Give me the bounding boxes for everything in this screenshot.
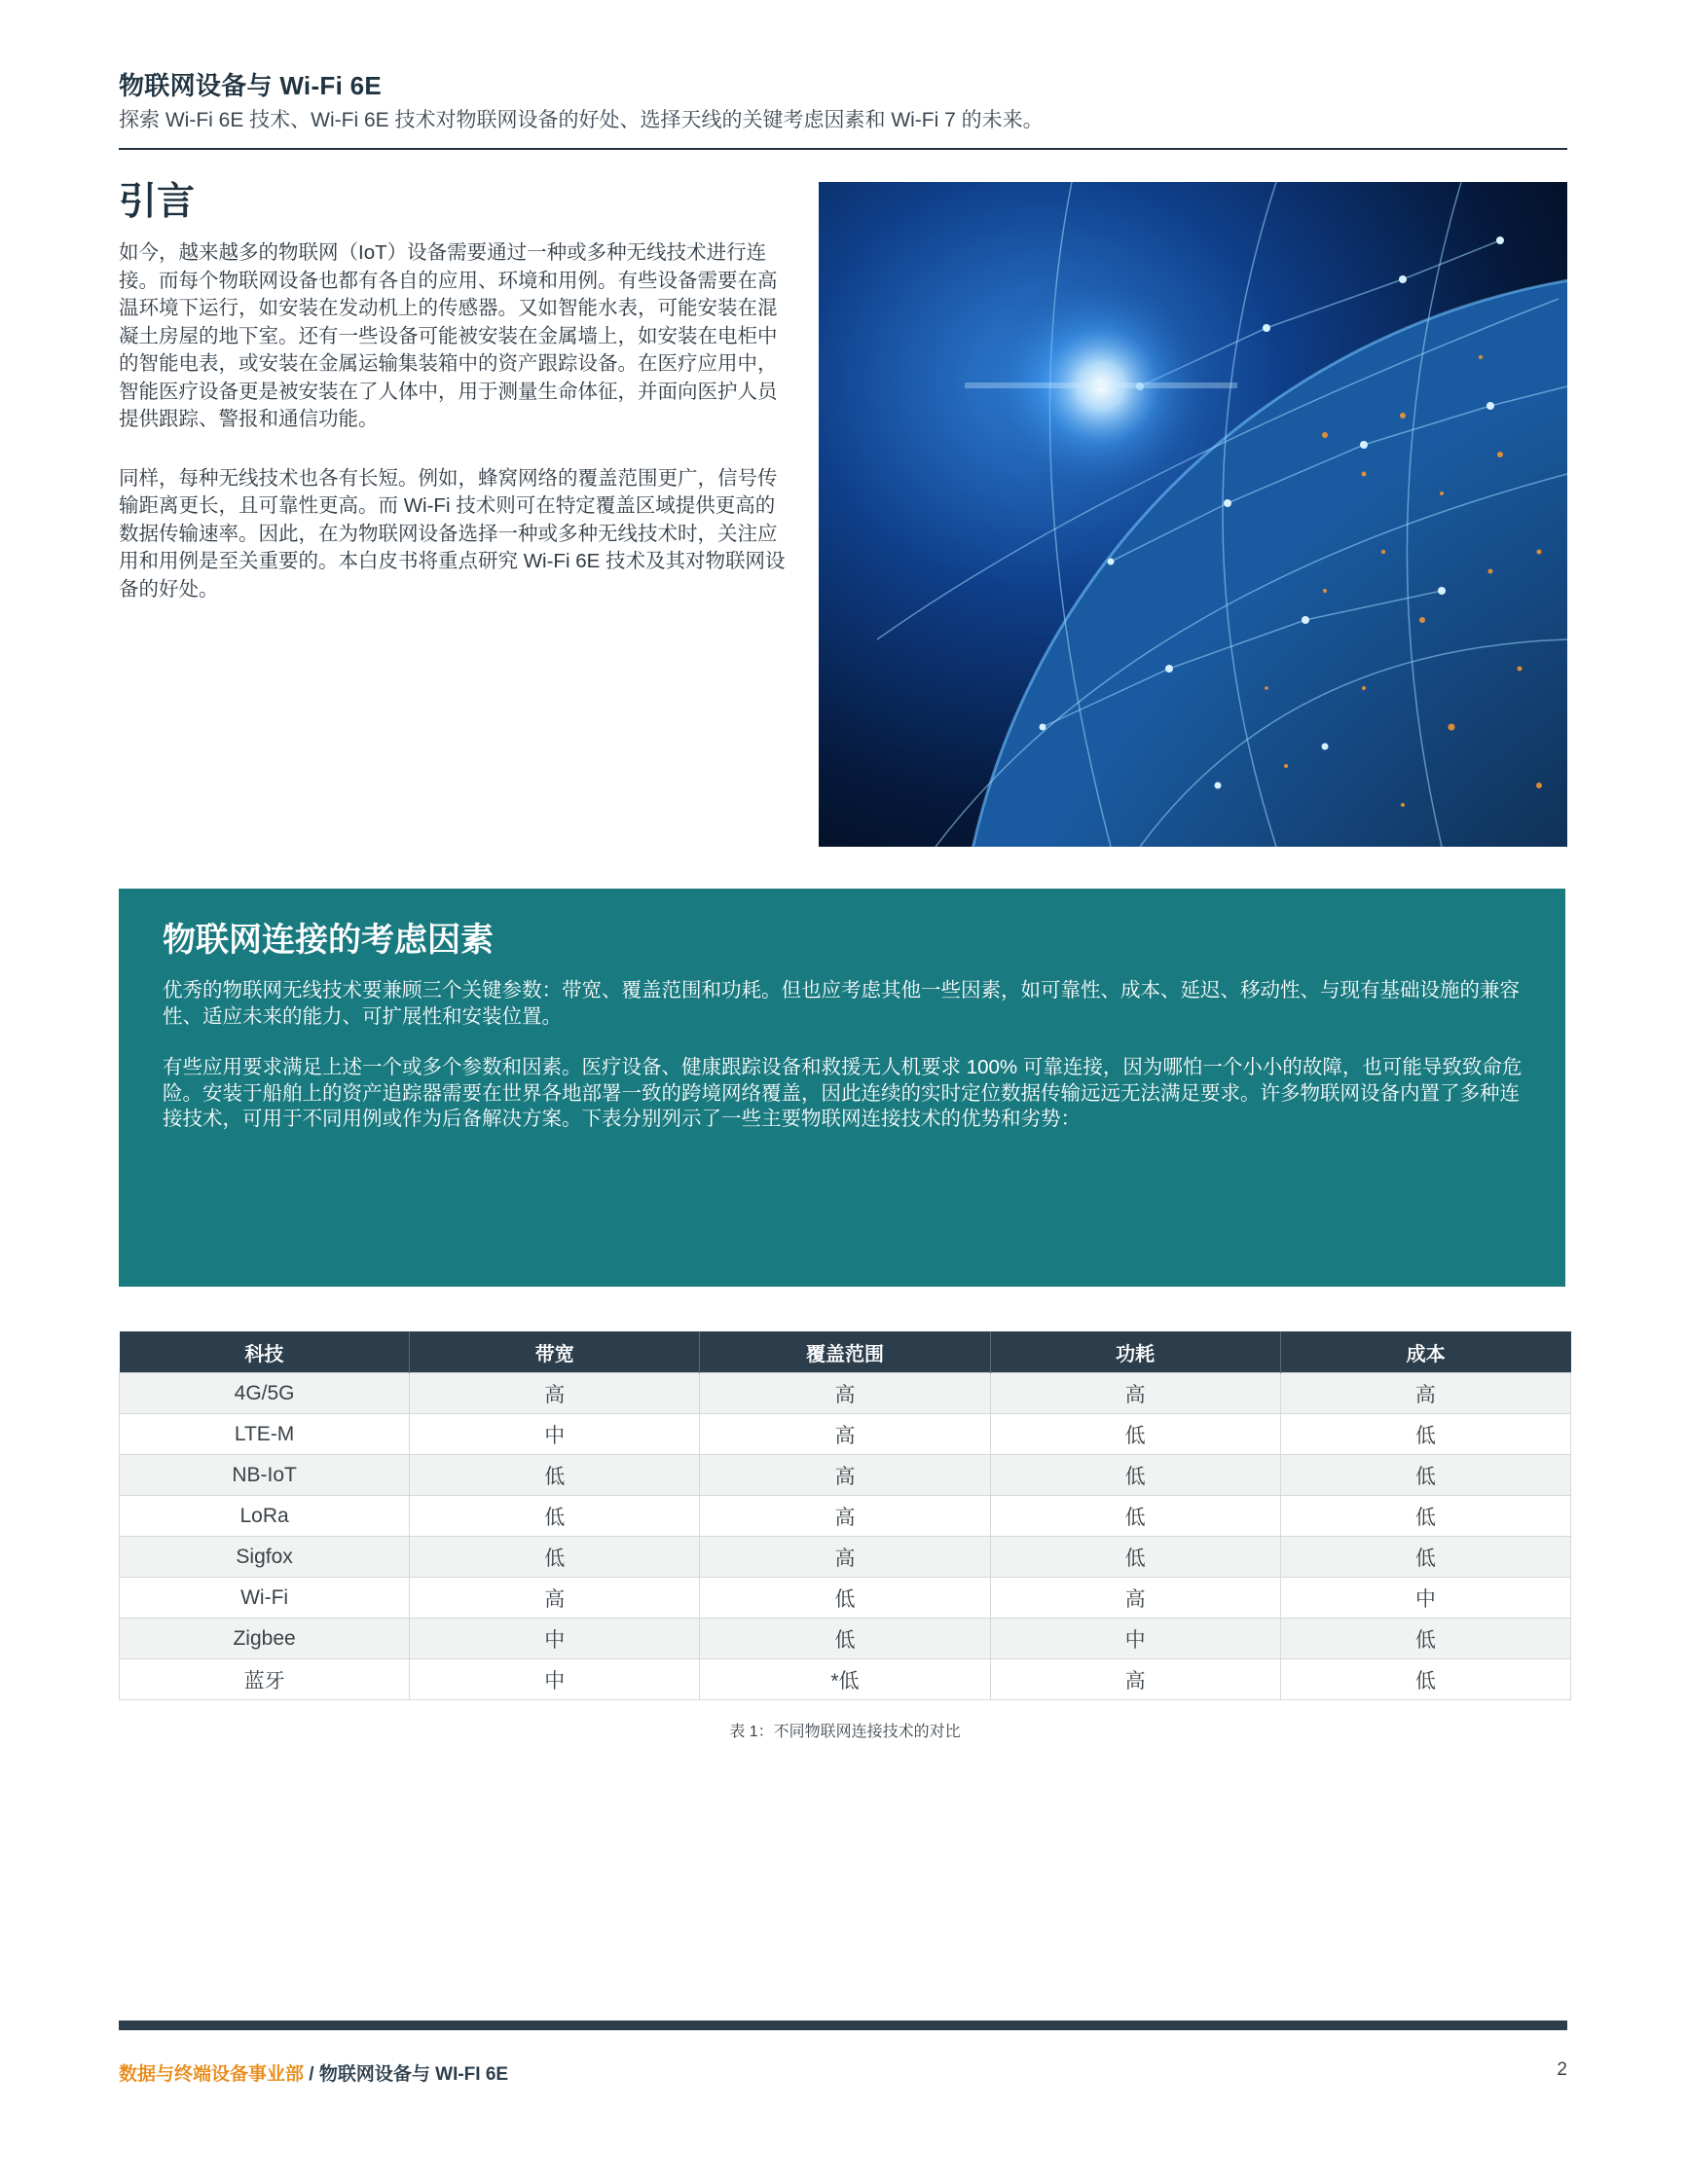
table-cell: 低 <box>410 1537 700 1578</box>
considerations-body <box>163 978 1525 1158</box>
table-cell: 中 <box>410 1619 700 1659</box>
table-row <box>120 1496 1571 1537</box>
intro-paragraph-2: 同样，每种无线技术也各有长短。例如，蜂窝网络的覆盖范围更广，信号传输距离更长，且可靠性更高。而 Wi-Fi 技术则可在特定覆盖区域提供更高的数据传输速率。因此，在为物联网设备选择一种或多种无线技术时，关注应用和用例是至关重要的。本白皮书将重点研究 Wi-Fi 6E 技术及其对物联网设备的好处。 <box>119 466 786 601</box>
table-cell: 高 <box>990 1659 1280 1700</box>
table-cell: 高 <box>700 1414 990 1455</box>
table-cell: 低 <box>1280 1619 1570 1659</box>
table-cell: 低 <box>1280 1414 1570 1455</box>
table-header-row <box>120 1331 1571 1373</box>
document-subtitle: 探索 Wi-Fi 6E 技术、Wi-Fi 6E 技术对物联网设备的好处、选择天线的关键考虑因素和 Wi-Fi 7 的未来。 <box>119 109 1044 131</box>
header-cost: 成本 <box>1280 1331 1570 1373</box>
page-number: 2 <box>1557 2059 1567 2080</box>
considerations-heading: 物联网连接的考虑因素 <box>163 922 494 959</box>
header-technology: 科技 <box>120 1331 410 1373</box>
table-cell: 中 <box>410 1414 700 1455</box>
table-cell: 中 <box>990 1619 1280 1659</box>
header-coverage: 覆盖范围 <box>700 1331 990 1373</box>
header-bandwidth: 带宽 <box>410 1331 700 1373</box>
table-row <box>120 1455 1571 1496</box>
table-cell: 低 <box>1280 1496 1570 1537</box>
table-cell: LTE-M <box>120 1414 410 1455</box>
table-cell: 低 <box>410 1496 700 1537</box>
table-cell: 高 <box>990 1373 1280 1414</box>
table-cell: *低 <box>700 1659 990 1700</box>
table-row <box>120 1659 1571 1700</box>
table-row <box>120 1578 1571 1619</box>
table-cell: 中 <box>410 1659 700 1700</box>
table-cell: 中 <box>1280 1578 1570 1619</box>
table-row <box>120 1537 1571 1578</box>
table-cell: 高 <box>700 1455 990 1496</box>
table-cell: 高 <box>990 1578 1280 1619</box>
table-row <box>120 1414 1571 1455</box>
considerations-paragraph-2: 有些应用要求满足上述一个或多个参数和因素。医疗设备、健康跟踪设备和救援无人机要求 100% 可靠连接，因为哪怕一个小小的故障，也可能导致致命危险。安装于船舶上的资产追踪器需要在世界各地部署一致的跨境网络覆盖，因此连续的实时定位数据传输远远无法满足要求。许多物联网设备内置了多种连接技术，可用于不同用例或作为后备解决方案。下表分别列示了一些主要物联网连接技术的优势和劣势： <box>163 1056 1523 1130</box>
header-power: 功耗 <box>990 1331 1280 1373</box>
table-cell: NB-IoT <box>120 1455 410 1496</box>
footer-divider <box>119 2020 1567 2030</box>
table-cell: 低 <box>410 1455 700 1496</box>
table-cell: 低 <box>1280 1537 1570 1578</box>
table-cell: LoRa <box>120 1496 410 1537</box>
document-title: 物联网设备与 Wi-Fi 6E <box>119 71 383 100</box>
table-cell: 高 <box>410 1578 700 1619</box>
footer-document-title: 物联网设备与 WI-FI 6E <box>318 2064 509 2085</box>
table-caption: 表 1：不同物联网连接技术的对比 <box>729 1724 961 1740</box>
footer-separator: / <box>304 2064 319 2085</box>
considerations-panel <box>119 889 1565 1287</box>
table-cell: Zigbee <box>120 1619 410 1659</box>
intro-body <box>119 239 789 635</box>
table-row <box>120 1619 1571 1659</box>
table-cell: 高 <box>700 1537 990 1578</box>
table-cell: 高 <box>1280 1373 1570 1414</box>
header-divider <box>119 148 1567 150</box>
table-cell: 低 <box>1280 1455 1570 1496</box>
table-cell: 蓝牙 <box>120 1659 410 1700</box>
footer-breadcrumb <box>119 2059 508 2086</box>
table-cell: Wi-Fi <box>120 1578 410 1619</box>
footer-department: 数据与终端设备事业部 <box>119 2064 305 2085</box>
table-cell: 低 <box>700 1619 990 1659</box>
table-cell: 高 <box>700 1496 990 1537</box>
table-cell: Sigfox <box>120 1537 410 1578</box>
table-cell: 高 <box>700 1373 990 1414</box>
earth-network-image <box>819 182 1567 847</box>
table-cell: 4G/5G <box>120 1373 410 1414</box>
table-cell: 高 <box>410 1373 700 1414</box>
considerations-paragraph-1: 优秀的物联网无线技术要兼顾三个关键参数：带宽、覆盖范围和功耗。但也应考虑其他一些因素，如可靠性、成本、延迟、移动性、与现有基础设施的兼容性、适应未来的能力、可扩展性和安装位置。 <box>163 979 1520 1028</box>
technology-comparison-table <box>119 1331 1571 1700</box>
table-cell: 低 <box>700 1578 990 1619</box>
table-cell: 低 <box>990 1537 1280 1578</box>
intro-heading: 引言 <box>119 181 196 223</box>
table-row <box>120 1373 1571 1414</box>
intro-paragraph-1: 如今，越来越多的物联网（IoT）设备需要通过一种或多种无线技术进行连接。而每个物联网设备也都有各自的应用、环境和用例。有些设备需要在高温环境下运行，如安装在发动机上的传感器。又如智能水表，可能安装在混凝土房屋的地下室。还有一些设备可能被安装在金属墙上，如安装在电柜中的智能电表，或安装在金属运输集装箱中的资产跟踪设备。在医疗应用中，智能医疗设备更是被安装在了人体中，用于测量生命体征，并面向医护人员提供跟踪、警报和通信功能。 <box>119 241 778 430</box>
table-cell: 低 <box>1280 1659 1570 1700</box>
table-cell: 低 <box>990 1414 1280 1455</box>
table-cell: 低 <box>990 1496 1280 1537</box>
table-cell: 低 <box>990 1455 1280 1496</box>
